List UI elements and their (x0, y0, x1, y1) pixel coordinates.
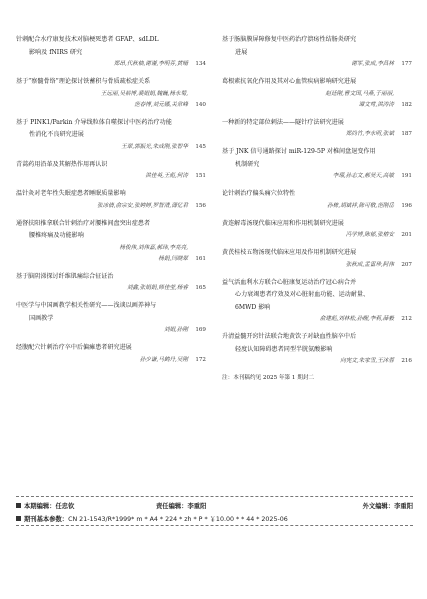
footer-divider-top (16, 496, 413, 497)
entry-title-line: 影响及 fNIRS 研究 (29, 48, 83, 56)
toc-entry (222, 218, 412, 242)
toc-entry (222, 76, 412, 111)
entry-authors-row (16, 325, 206, 336)
entry-page-number: 196 (401, 202, 412, 209)
entry-page-number: 201 (401, 232, 412, 238)
entry-page-number: 145 (195, 143, 206, 150)
entry-title-line: 葛根素抗氧化作用及其对心血管疾病影响研究进展 (222, 78, 357, 85)
entry-authors: 张秋成,孟雷珍,阿伟 (345, 261, 394, 268)
footer-editor: 本期编辑：任忠钦 (16, 501, 156, 510)
entry-authors: 郑尚竹,李永明,张斌 (345, 131, 394, 137)
entry-page-number: 191 (401, 173, 412, 179)
entry-title-line: 黄连解毒汤现代临床应用和作用机制研究进展 (222, 219, 344, 227)
entry-authors: 范春博,刘元娜,关常峰 (134, 101, 188, 108)
entry-page-number: 151 (195, 173, 206, 179)
toc-entry (222, 277, 412, 326)
entry-title-line: 国画教学 (29, 314, 54, 322)
entry-title-line: 论针刺治疗偏头痛穴位特性 (222, 190, 296, 197)
entry-authors: 谢军,张成,李昌林 (351, 61, 394, 67)
entry-page-number: 140 (195, 101, 206, 108)
entry-page-number: 172 (195, 356, 206, 363)
entry-authors-row (222, 230, 412, 241)
entry-title-line: 基于 JNK 信号通路探讨 miR-129-5P 对椎间盘退变作用 (222, 148, 376, 155)
entry-title-line: 通督扶阳推拿联合针刺治疗对腰椎间盘突出症患者 (16, 219, 151, 227)
entry-title-line: 进展 (235, 48, 248, 56)
entry-authors: 谭文莺,洪涛涛 (358, 101, 394, 108)
entry-authors: 杨俊伟,刘伟嘉,郝玮,李亮亮, (119, 244, 188, 251)
toc-entry (222, 117, 412, 141)
entry-page-number: 212 (401, 316, 412, 322)
entry-authors: 王远丽,吴裕博,裴娟娟,魏巍,杨永菊, (100, 90, 188, 97)
entry-title-line: 经腹配穴针刺治疗卒中后偏瘫患者研究进展 (16, 344, 132, 351)
entry-authors-row (222, 314, 412, 325)
entry-title-line: 轻度认知障碍患者同型半胱氨酸影响 (235, 345, 333, 353)
entry-authors: 刘鑫,张娟娟,师佳莹,杨睿 (126, 285, 188, 291)
square-bullet-icon (16, 503, 21, 508)
entry-authors: 洪佳英,王彪,何涛 (145, 173, 188, 179)
toc-right-column (222, 34, 412, 383)
entry-authors-row (222, 129, 412, 140)
entry-title-line: 升清益髓开窍针法联合地黄饮子对缺血性脑卒中后 (222, 333, 357, 340)
footer-divider-bottom (16, 525, 413, 526)
entry-authors-row (222, 100, 412, 111)
entry-title-line: 心力衰竭患者疗效及对心脏射血功能、运动耐量、 (235, 291, 370, 298)
entry-authors-row (222, 356, 412, 367)
entry-title-line: 基于脑阴涕探讨纤维肌痛综合征证治 (16, 272, 114, 280)
entry-title-line: 腰椎疼痛及功能影响 (29, 232, 84, 239)
entry-title-line: 温针灸对老年性失眠症患者睡眠质量影响 (16, 190, 126, 197)
entry-authors: 赵廷刚,曹文国,马燕,于丽丽, (325, 90, 394, 97)
toc-entry (16, 159, 206, 183)
entry-authors: 杨娟,闫晓翠 (158, 255, 188, 262)
entry-authors-row (16, 59, 206, 70)
entry-authors-row (16, 254, 206, 265)
entry-authors-row (16, 89, 206, 100)
entry-page-number: 134 (195, 61, 206, 67)
entry-page-number: 187 (401, 131, 412, 137)
entry-title-line: 机制研究 (235, 160, 260, 168)
entry-authors: 王翠,郭振光,朱成刚,张智华 (121, 143, 188, 150)
entry-title-line: 益气活血利水方联合心脏康复运动治疗冠心病合并 (222, 278, 357, 286)
entry-authors-row (16, 142, 206, 153)
square-bullet-icon (16, 516, 21, 521)
entry-authors-row (222, 201, 412, 212)
entry-authors-row (222, 260, 412, 271)
entry-page-number: 169 (195, 327, 206, 333)
entry-title-line: 针刺配合水疗康复技术对脑梗死患者 GFAP、sdLDL (16, 36, 159, 43)
entry-title-line: 黄芪桂枝五物汤现代临床应用及作用机制研究进展 (222, 249, 357, 256)
toc-entry (16, 76, 206, 111)
toc-entry (222, 146, 412, 182)
entry-authors: 李璟,孙志文,郝昊天,高敏 (332, 173, 394, 179)
entry-title-line: 中医学与中国画教学相关性研究——浅谈以画养神与 (16, 302, 157, 309)
entry-title-line: 6MWD 影响 (235, 303, 271, 311)
toc-entry (222, 247, 412, 271)
footer-params-row: 期刊基本参数： CN 21-1543/R*1999* m * A4 * 224 * zh * P * ￥10.00 * * 44 * 2025-06 (16, 514, 413, 523)
entry-authors-row (222, 89, 412, 100)
toc-entry (16, 342, 206, 366)
entry-page-number: 161 (195, 255, 206, 262)
entry-page-number: 156 (195, 202, 206, 209)
entry-authors-row (16, 283, 206, 294)
entry-page-number: 216 (401, 358, 412, 364)
entry-authors: 向宪文,朱家雪,王沐蓉 (340, 358, 394, 364)
footer-chief-editor: 责任编辑：李重阳 (156, 503, 207, 510)
entry-authors: 孙栋,胡斌祥,陈可敬,范刚岳 (327, 202, 394, 209)
entry-authors: 刘娟,孙刚 (163, 327, 188, 333)
entry-authors-row (16, 100, 206, 111)
footer-editors-row (16, 501, 413, 510)
toc-entry (16, 218, 206, 265)
toc-entry (222, 34, 412, 70)
entry-authors: 郑昂,代秋柚,谢谨,李明芬,黄晴 (113, 61, 188, 67)
toc-entry (16, 34, 206, 70)
entry-page-number: 165 (195, 285, 206, 291)
entry-authors: 孙少谦,马鹤丹,吴刚 (139, 356, 188, 363)
entry-page-number: 207 (401, 261, 412, 268)
entry-title-line: 基于肠脑膜屏障修复中医药治疗溃疡性结肠炎研究 (222, 36, 357, 43)
toc-entry (16, 271, 206, 295)
entry-title-line: 青蒿药用沿革及其解热作用再认识 (16, 160, 108, 168)
footer-foreign-editor: 外文编辑：李重阳 (362, 503, 413, 510)
entry-authors-row (222, 59, 412, 70)
toc-entry (222, 188, 412, 212)
entry-authors: 张冰倩,俞宗安,张娉婷,罗智清,薄忆君 (96, 202, 188, 209)
journal-note: 注：本刊稿约见 2025 年第 1 期封二 (222, 375, 315, 381)
entry-authors: 冯学博,陈郁,张椿安 (345, 232, 394, 238)
entry-authors-row (16, 355, 206, 366)
toc-entry (16, 117, 206, 153)
entry-title-line: 一种新的特定部位刺法——隧针疗法研究进展 (222, 118, 344, 126)
entry-authors-row (16, 201, 206, 212)
entry-authors: 俞建彪,刘林松,孙醒,李莉,薛毅 (319, 316, 394, 322)
entry-page-number: 177 (401, 61, 412, 67)
entry-title-line: 性消化不良研究进展 (29, 131, 84, 138)
toc-left-column (16, 34, 206, 372)
toc-entry (16, 188, 206, 212)
toc-entry (16, 300, 206, 336)
entry-page-number: 182 (401, 101, 412, 108)
entry-title-line: 基于“察髓骨络”理论探讨铁蓄积与骨质疏松症关系 (16, 78, 151, 85)
entry-authors-row (16, 243, 206, 254)
toc-entry (222, 331, 412, 367)
entry-authors-row (222, 171, 412, 182)
entry-authors-row (16, 171, 206, 182)
entry-title-line: 基于 PINK1/Parkin 介导线粒体自噬探讨中医药治疗功能 (16, 118, 172, 126)
